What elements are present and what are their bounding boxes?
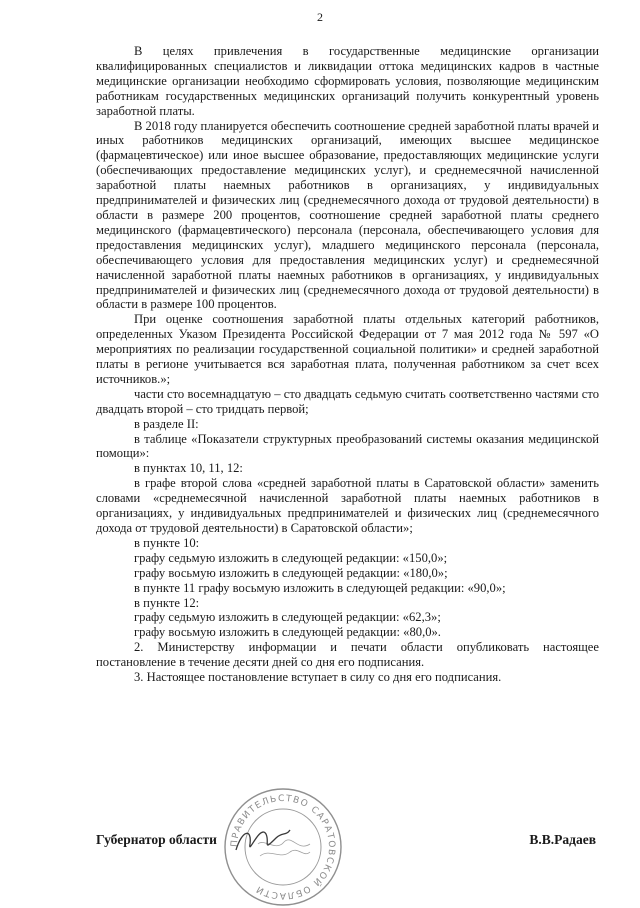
item-effective-date: 3. Настоящее постановление вступает в силу со дня его подписания.	[134, 670, 502, 685]
item-section-2: в разделе II:	[134, 416, 199, 431]
item-publication: 2. Министерству информации и печати области опубликовать настоящее постановление в течение десяти дней со дня его подписания.	[96, 640, 599, 670]
seal-ring-text: ПРАВИТЕЛЬСТВО САРАТОВСКОЙ ОБЛАСТИ	[229, 793, 337, 901]
signature-position: Губернатор области	[96, 832, 217, 847]
paragraph-salary-evaluation: При оценке соотношения заработной платы отдельных категорий работников, определенных Указом Президента Российской Федерации от 7 мая 2012 года № 597 «О мероприятиях по реализации государственной социальной политики» и средней заработной платы в регионе учитывается вся заработная плата, полученная работником за счет всех источников.»;	[96, 312, 599, 386]
item-point-10: в пункте 10:	[134, 535, 200, 550]
paragraph-intro: В целях привлечения в государственные медицинские организации квалифицированных специалистов и ликвидации оттока медицинских кадров в частные медицинские организации необходимо сформировать условия, позволяющие медицинским работникам государственных медицинских организаций получить конкурентный уровень заработной платы.	[96, 44, 599, 118]
item-point-12: в пункте 12:	[134, 595, 200, 610]
paragraph-parts-renumbering: части сто восемнадцатую – сто двадцать седьмую считать соответственно частями сто двадцать второй – сто тридцать первой;	[96, 386, 599, 416]
document-body	[96, 44, 599, 685]
item-point-10-col8: графу восьмую изложить в следующей редакции: «180,0»;	[134, 565, 448, 580]
item-table-indicators: в таблице «Показатели структурных преобразований системы оказания медицинской помощи»:	[96, 431, 599, 461]
item-column-two-replace: в графе второй слова «средней заработной платы в Саратовской области» заменить словами «среднемесячной начисленной заработной платы наемных работников в организациях, у индивидуальных предпринимателей и физических лиц (среднемесячного дохода от трудовой деятельности) в Саратовской области»;	[96, 476, 599, 535]
item-point-10-col7: графу седьмую изложить в следующей редакции: «150,0»;	[134, 550, 448, 565]
handwritten-signature	[232, 820, 292, 860]
signature-name: В.В.Радаев	[529, 832, 596, 847]
paragraph-plan-2018: В 2018 году планируется обеспечить соотношение средней заработной платы врачей и иных работников медицинских организаций, имеющих высшее медицинское (фармацевтическое) или иное высшее образование, предоставляющих медицинские услуги (обеспечивающих предоставление медицинских услуг), и среднемесячной начисленной заработной платы наемных работников в организациях, у индивидуальных предпринимателей и физических лиц (среднемесячного дохода от трудовой деятельности) в области в размере 200 процентов, соотношение средней заработной платы среднего медицинского (фармацевтического) персонала (персонала, обеспечивающего условия для предоставления медицинских услуг), младшего медицинского персонала (персонала, обеспечивающего условия для предоставления медицинских услуг) и среднемесячной начисленной заработной платы наемных работников в организациях, у индивидуальных предпринимателей и физических лиц (среднемесячного дохода от трудовой деятельности) в области в размере 100 процентов.	[96, 118, 599, 312]
page-number: 2	[317, 10, 323, 24]
item-point-11-col8: в пункте 11 графу восьмую изложить в следующей редакции: «90,0»;	[134, 580, 506, 595]
item-point-12-col7: графу седьмую изложить в следующей редакции: «62,3»;	[134, 610, 441, 625]
item-points-10-11-12: в пунктах 10, 11, 12:	[134, 461, 243, 476]
item-point-12-col8: графу восьмую изложить в следующей редакции: «80,0».	[134, 625, 441, 640]
